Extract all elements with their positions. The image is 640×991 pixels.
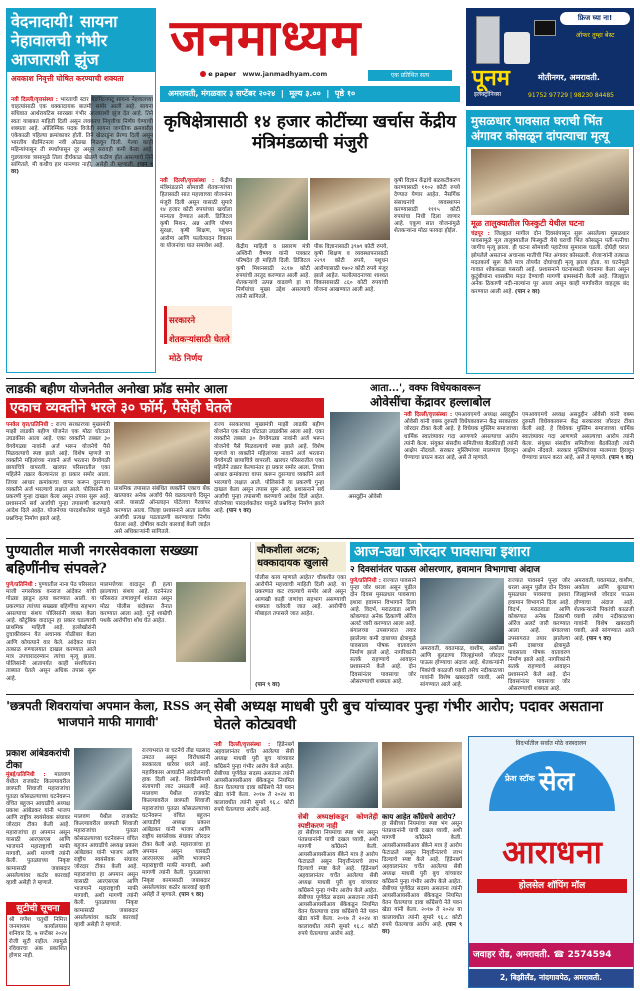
lead-body1: केंद्रीय मंत्रिमंडळाने सोमवारी शेतकऱ्यांच्या हितासाठी सात महत्त्वाच्या योजनांना मंजुरी दिली असून यासाठी सुमारे १४ हजार कोटी रुपयांच्या खर्चाला मान्यता देण्यात आली. डिजिटल कृषी मिशन, अन्न आणि पोषण सुरक्षा, कृषी शिक्षण, पशुधन आरोग्य आणि फलोत्पादन विकास या योजनांचा यात समावेश आहे. — [160, 178, 232, 249]
lead-col-4 — [394, 178, 460, 372]
rain-warning-col-2 — [420, 646, 504, 688]
top-left-continued[interactable]: (पान ९ वर) — [11, 161, 153, 176]
shivaji-story — [6, 698, 210, 988]
ambedkar-sidebox — [6, 748, 70, 898]
rain-warning-body2-cont: अमरावती, यवतमाळ, वाशीम, अकोला आणि बुलडाणा जिल्ह्यांमध्ये जोरदार पाऊस होण्याचा अंदाज आहे. शेतकऱ्यांनी पिकांची काळजी घ्यावी तसेच नदीकाठच्या गावांनी विशेष खबरदारी घ्यावी, असे सांगण्यात आले आहे. — [574, 578, 634, 642]
masthead — [160, 8, 460, 106]
epaper-label — [200, 70, 327, 78]
ad-aradhana-address2: 2, बिझीलँड, नांदगावपेठ, अमरावती. — [469, 969, 633, 987]
lead-col-3 — [314, 244, 388, 372]
rain-wall-continued[interactable]: (पान २ वर) — [514, 288, 540, 295]
top-left-headline[interactable]: वेदनादायी! सायना नेहावालची गंभीर आजाराशी झुंज — [7, 9, 155, 72]
shivaji-dateline: मुंबई/प्रतिनिधी : — [6, 772, 46, 778]
page-count: पृष्ठे १० — [334, 89, 356, 98]
lead-callout — [164, 306, 232, 364]
sebi-col-1 — [214, 742, 294, 986]
ad-poonam-bubble2: ऑफर तुम्हा बेस्ट — [575, 31, 615, 39]
owaisi-body-cont: एमआयएमचे अध्यक्ष असदुद्दीन ओवेसी यांनी वक्फ दुरुस्ती विधेयकावरून केंद्र सरकारवर जोरदार टीका केली आहे. हे विधेयक मुस्लिम समाजाच्या धार्मिक स्वातंत्र्यावर गदा आणणारे असल्याचा आरोप त्यांनी केला. संयुक्त संसदीय समितीच्या बैठकीतही त्यांनी आक्षेप नोंदवले. सरकार मुस्लिमांच्या मालमत्ता हिरावून घेण्याचा प्रयत्न करत आहे, असे ते म्हणाले. — [522, 412, 634, 462]
ad-aradhana-phone: 2574594 — [567, 950, 612, 960]
lead-body3: पीक विज्ञानासाठी ३९७९ कोटी रुपये, कृषी शिक्षण व व्यवस्थापनासाठी २२९१ कोटी रुपये, पशुधन आरोग्यासाठी १७०२ कोटी रुपये मंजूर झाले आहेत. फलोत्पादनाच्या शाश्वत विकासासाठी ८६० कोटी रुपयांची योजना आखण्यात आली आहे. — [314, 244, 388, 294]
ad-aradhana-top: विदर्भातील सर्वात मोठे वस्त्रदालन — [515, 740, 587, 747]
pune-side-body: पोलीस काय म्हणाले आहेत? चौकशीत एका आरोपीने महत्त्वाची माहिती दिली आहे. या प्रकरणात कट रचल्याचे समोर आले असून आणखी काही जणांचा सहभाग असण्याची शक्यता वर्तवली जात आहे. आरोपींचे मोबाइल तपासले जात आहेत. — [255, 575, 346, 618]
epaper-text[interactable]: e paper — [208, 70, 237, 78]
ad-aradhana-sub: होलसेल शॉपिंग मॉल — [477, 879, 627, 893]
phone-icon: ☎ — [553, 950, 565, 960]
tv-icon — [534, 20, 556, 36]
sebi-col-3 — [382, 812, 462, 986]
rain-warning-col-4 — [574, 578, 634, 688]
top-left-body: भारताची स्टार बॅडमिंटनपटू सायना नेहवालच्या चाहत्यांसाठी एक धक्कादायक बातमी समोर आली आहे. सायना संधिवात आर्थरायटिस सारख्या गंभीर आजाराशी झुंज देत आहे. तिने स्वतः याबाबत माहिती दिली असून लवकरच निवृत्तीचा निर्णय घेण्याची शक्यता आहे. ऑलिम्पिक पदक विजेती सायना जागतिक क्रमवारीत एकेकाळी पहिल्या क्रमांकावर होती. तिने खेळाडूंना प्रेरणा दिली असून भारतीय बॅडमिंटनला नवी ओळख मिळवून दिली. गेल्या काही महिन्यांपासून ती स्पर्धांपासून दूर असून सरावही कमी केला आहे. गुडघ्याच्या त्रासामुळे तिला दीर्घकाळ खेळणे कठीण होत असल्याचे तिने सांगितले. मी कधीच हार मानणार नाही, असेही ती म्हणाली. — [11, 97, 153, 168]
ad-poonam-sub: इलेक्ट्रॉनिक्स — [474, 91, 502, 98]
ambedkar-photo — [74, 748, 132, 810]
ladki-kicker[interactable]: लाडकी बहीण योजनेतील अनोखा फ्रॉड समोर आला — [6, 382, 228, 396]
shivaji-body-side: मालवण येथील राजकोट किल्ल्यावरील छत्रपती शिवाजी महाराजांचा पुतळा कोसळल्याच्या घटनेवरून वंचित बहुजन आघाडीचे अध्यक्ष प्रकाश आंबेडकर यांनी भाजप आणि राष्ट्रीय स्वयंसेवक संघावर जोरदार टीका केली आहे. महाराजांचा हा अपमान असून यासाठी आरएसएस आणि भाजपाने महाराष्ट्राची माफी मागावी, अशी मागणी त्यांनी केली. पुतळ्याच्या निकृष्ट कामासाठी जबाबदार असलेल्यांवर कठोर कारवाई व्हावी असेही ते म्हणाले. — [6, 772, 70, 887]
sebi-headline[interactable]: सेबी अध्यक्ष माधबी पुरी बुच यांच्यावर पुन्हा गंभीर आरोप; पदावर असताना घेतले कोट्यवधी — [214, 698, 604, 733]
ladki-story — [6, 382, 324, 534]
rain-wall-body: जिल्ह्यात मागील दोन दिवसांपासून सुरू असलेल्या मुसळधार पावसामुळे मूल तालुक्यातील फिस्कुटी येथे घराची भिंत कोसळून पती-पत्नीचा जागीच मृत्यू झाला. ही घटना सोमवारी पहाटेच्या सुमारास घडली. दोघेही घरात झोपलेले असताना अचानक मातीची भिंत अंगावर कोसळली. शेजाऱ्यांनी तत्काळ मदतकार्य सुरू केले मात्र तोपर्यंत दोघांचाही मृत्यू झाला होता. या घटनेमुळे गावात शोककळा पसरली आहे. प्रशासनाने घटनास्थळी पंचनामा केला असून कुटुंबीयांना शासकीय मदत देण्याची मागणी ग्रामस्थांनी केली आहे. जिल्ह्यात अनेक ठिकाणी नदी-नाल्यांना पूर आला असून काही मार्गांवरील वाहतूक बंद करण्यात आली आहे. — [471, 231, 630, 295]
lead-col-2 — [236, 244, 310, 372]
tagline-badge — [368, 70, 452, 81]
rain-wall-dateline: चंद्रपूर : — [471, 231, 490, 237]
city-date: अमरावती, मंगळवार ३ सप्टेंबर २०२४ — [168, 89, 276, 98]
ladki-col-1 — [6, 422, 110, 532]
sebi-continued[interactable]: (पान ९ वर) — [382, 921, 462, 936]
lead-callout-text: सरकारने शेतकऱ्यांसाठी घेतले मोठे निर्णय — [169, 316, 230, 364]
sebi-body2: हा सेबीच्या नियमांचा स्पष्ट भंग असून पंतप्रधानांनी याची दखल घ्यावी, अशी मागणी काँग्रेसने केली. आयसीआयसीआय बँकेने मात्र हे आरोप फेटाळले असून निवृत्तीनंतरचे लाभ दिल्याचे स्पष्ट केले आहे. — [298, 830, 378, 873]
rain-warning-headline[interactable]: आज-उद्या जोरदार पावसाचा इशारा — [350, 542, 634, 562]
lead-body2: केंद्रीय माहिती व प्रसारण मंत्री अश्विनी वैष्णव यांनी पत्रकार परिषदेत ही माहिती दिली. डिजिटल कृषी मिशनसाठी २८१७ कोटी रुपयांची तरतूद करण्यात आली आहे. शेतकऱ्यांचे उत्पन्न वाढवणे हा या निर्णयांचा मुख्य उद्देश असल्याचे त्यांनी सांगितले. — [236, 244, 310, 301]
shivaji-body-cont: मालवण येथील राजकोट किल्ल्यावरील छत्रपती शिवाजी महाराजांचा पुतळा कोसळल्याच्या घटनेवरून वंचित बहुजन आघाडीचे अध्यक्ष प्रकाश आंबेडकर यांनी भाजप आणि राष्ट्रीय स्वयंसेवक संघावर जोरदार टीका केली आहे. महाराजांचा हा अपमान असून यासाठी आरएसएस आणि भाजपाने महाराष्ट्राची माफी मागावी, अशी मागणी त्यांनी केली. पुतळ्याच्या निकृष्ट कामासाठी जबाबदार असलेल्यांवर कठोर कारवाई व्हावी असेही ते म्हणाले. — [142, 791, 210, 899]
sebi-body-cont2: हिंडेनबर्ग अहवालानंतर चर्चेत आलेल्या सेबी अध्यक्ष माधबी पुरी बुच यांच्यावर काँग्रेसने पुन्हा गंभीर आरोप केले आहेत. सेबीच्या पूर्णवेळ सदस्य असताना त्यांनी आयसीआयसीआय बँकेकडून नियमित वेतन घेतल्याचा दावा काँग्रेसचे नेते पवन खेडा यांनी केला. २०१७ ते २०२४ या कालावधीत त्यांनी सुमारे १६.८ कोटी रुपये घेतल्याचा आरोप आहे. — [382, 857, 462, 928]
holiday-notice — [6, 902, 70, 986]
pune-body: पुण्यातील नाना पेठ परिसरात माजी नगरसेवक वनराज आंदेकर यांची गोळ्या झाडून हत्या करण्यात आली. या प्रकरणात त्यांच्या सख्ख्या बहिणींचा सहभाग असल्याचा संशय पोलिसांनी व्यक्त केला आहे. कौटुंबिक वादातून हा प्रकार घडल्याची प्राथमिक माहिती आहे. हल्लेखोरांनी दुचाकीवरून येत अचानक गोळीबार केला आणि कोयत्याने वार केले. आंदेकर यांना तत्काळ रुग्णालयात दाखल करण्यात आले मात्र उपचारादरम्यान त्यांचा मृत्यू झाला. पोलिसांनी आतापर्यंत काही संशयितांना ताब्यात घेतले असून अधिक तपास सुरू आहे. — [6, 582, 97, 682]
website[interactable]: www.janmadhyam.com — [242, 70, 328, 78]
shivaji-headline[interactable]: 'छत्रपती शिवरायांचा अपमान केला, RSS अन् भाजपाने माफी मागावी' — [6, 699, 210, 729]
divider-3 — [6, 694, 634, 695]
pune-continued[interactable]: (पान ९ वर) — [255, 682, 281, 688]
tagline: एक प्रतिथित सत्य — [390, 72, 430, 79]
sebi-body: हिंडेनबर्ग अहवालानंतर चर्चेत आलेल्या सेबी अध्यक्ष माधबी पुरी बुच यांच्यावर काँग्रेसने पुन्हा गंभीर आरोप केले आहेत. सेबीच्या पूर्णवेळ सदस्य असताना त्यांनी आयसीआयसीआय बँकेकडून नियमित वेतन घेतल्याचा दावा काँग्रेसचे नेते पवन खेडा यांनी केला. २०१७ ते २०२४ या कालावधीत त्यांनी सुमारे १६.८ कोटी रुपये घेतल्याचा आरोप आहे. — [214, 742, 294, 813]
ladki-continued[interactable]: (पान ९ वर) — [226, 508, 252, 515]
lead-dateline: नवी दिल्ली/वृत्तसंस्था : — [160, 178, 215, 184]
pune-col-1 — [6, 582, 96, 688]
price: मूल्य ३.०० — [289, 89, 321, 98]
pune-sidebox — [250, 542, 346, 690]
ad-aradhana-address: जवाहर रोड, अमरावती. — [473, 950, 551, 960]
owaisi-col-1 — [404, 412, 518, 532]
masthead-title[interactable]: जनमाध्यम — [170, 8, 362, 67]
pune-col-2 — [100, 582, 172, 688]
pune-side-headline[interactable]: चौकशीला अटक; धक्कादायक खुलासे — [255, 542, 346, 572]
ad-poonam-brand: पूनम — [472, 65, 510, 91]
washer-icon — [504, 32, 530, 64]
shivaji-side-body — [6, 772, 70, 890]
rain-wall-caption: मूळ तालुक्यातील फिस्कुटी येथील घटना — [471, 218, 585, 228]
ladki-photo — [114, 422, 210, 484]
pune-dateline: पुणे/प्रतिनिधी : — [6, 582, 37, 588]
modi-photo — [236, 178, 308, 240]
lead-headline[interactable]: कृषिक्षेत्रासाठी १४ हजार कोटींच्या खर्चास केंद्रीय मंत्रिमंडळाची मंजुरी — [163, 112, 457, 153]
shivaji-col-3 — [142, 748, 210, 986]
rain-warning-body-cont: राज्यात पावसाने पुन्हा जोर धरला असून पुढील दोन दिवस मुसळधार पावसाचा इशारा हवामान विभागाने दिला आहे. विदर्भ, मराठवाडा आणि कोकणात अनेक ठिकाणी ऑरेंज अलर्ट जारी करण्यात आला आहे. बंगालच्या उपसागरात तयार झालेल्या कमी दाबाच्या क्षेत्रामुळे पावसाला पोषक वातावरण निर्माण झाले आहे. नागरिकांनी सतर्क राहण्याचे आवाहन प्रशासनाने केले आहे. दोन दिवसांनंतर पावसाचा जोर ओसरण्याची शक्यता आहे. — [508, 578, 570, 693]
ad-poonam-area: मोतीनगर, अमरावती. — [538, 73, 600, 82]
ladki-col-2 — [114, 486, 210, 536]
owaisi-story — [330, 382, 634, 534]
sebi-body2-cont: हा सेबीच्या नियमांचा स्पष्ट भंग असून पंतप्रधानांनी याची दखल घ्यावी, अशी मागणी काँग्रेसने केली. आयसीआयसीआय बँकेने मात्र हे आरोप फेटाळले असून निवृत्तीनंतरचे लाभ दिल्याचे स्पष्ट केले आहे. — [382, 821, 462, 864]
owaisi-headline[interactable]: ओवेसींचा केंद्रावर हल्लाबोल — [370, 395, 491, 409]
notice-body: श्री गणेश चतुर्थी निमित्त जनमाध्यम कार्यालयास शनिवार दि. ७ सप्टेंबर २०२४ रोजी सुटी राहील. त्यामुळे रविवारचा अंक प्रकाशित होणार नाही. — [9, 917, 67, 960]
rain-warning-body: राज्यात पावसाने पुन्हा जोर धरला असून पुढील दोन दिवस मुसळधार पावसाचा इशारा हवामान विभागाने दिला आहे. विदर्भ, मराठवाडा आणि कोकणात अनेक ठिकाणी ऑरेंज अलर्ट जारी करण्यात आला आहे. बंगालच्या उपसागरात तयार झालेल्या कमी दाबाच्या क्षेत्रामुळे पावसाला पोषक वातावरण निर्माण झाले आहे. नागरिकांनी सतर्क राहण्याचे आवाहन प्रशासनाने केले आहे. दोन दिवसांनंतर पावसाचा जोर ओसरण्याची शक्यता आहे. — [350, 578, 417, 685]
owaisi-photo — [330, 412, 400, 490]
sebi-dateline: नवी दिल्ली/वृत्तसंस्था : — [214, 742, 271, 748]
pune-body2: मालमत्तेच्या वादातून ही हत्या झाल्याचा संशय आहे. घटनेनंतर परिसरात तणावपूर्ण शांतता असून मोठा पोलीस बंदोबस्त तैनात करण्यात आला आहे. गुन्हे शाखेची पथके आरोपींचा शोध घेत आहेत. — [100, 582, 172, 625]
sebi-logo-photo — [298, 742, 378, 808]
shivaji-body: मालवण येथील राजकोट किल्ल्यावरील छत्रपती शिवाजी महाराजांचा पुतळा कोसळल्याच्या घटनेवरून वंचित बहुजन आघाडीचे अध्यक्ष प्रकाश आंबेडकर यांनी भाजप आणि राष्ट्रीय स्वयंसेवक संघावर जोरदार टीका केली आहे. महाराजांचा हा अपमान असून यासाठी आरएसएस आणि भाजपाने महाराष्ट्राची माफी मागावी, अशी मागणी त्यांनी केली. पुतळ्याच्या निकृष्ट कामासाठी जबाबदार असलेल्यांवर कठोर कारवाई व्हावी असेही ते म्हणाले. — [74, 814, 138, 929]
ad-poonam[interactable] — [466, 8, 634, 106]
ad-aradhana[interactable] — [468, 736, 634, 988]
rain-warning-dateline: पुणे/प्रतिनिधी : — [350, 578, 381, 584]
lead-col-1 — [160, 178, 232, 302]
rain-warning-col-1 — [350, 578, 416, 688]
pune-story — [6, 542, 346, 690]
sebi-box-title: सेबी अध्यक्षांकडून कोणतेही स्पष्टीकरण नाही — [298, 812, 378, 830]
rain-warning-subhead: २ दिवसांनंतर पाऊस ओसरणार, हवामान विभागाचा अंदाज — [350, 565, 540, 575]
epaper-icon — [200, 71, 206, 77]
notice-title: सुटीची सूचना — [7, 903, 69, 915]
shivaji-col-2 — [74, 814, 138, 986]
ladki-headline[interactable]: एकाच व्यक्तीने भरले ३० फॉर्म, पैसेही घेतले — [6, 398, 324, 418]
ad-aradhana-fresh: फ्रेश स्टॉक — [505, 773, 535, 783]
shivaji-continued[interactable]: (पान ९ वर) — [178, 892, 204, 899]
ad-aradhana-address-bar — [469, 943, 633, 967]
top-left-dateline: नवी दिल्ली/वृत्तसंस्था : — [11, 97, 58, 103]
owaisi-body: एमआयएमचे अध्यक्ष असदुद्दीन ओवेसी यांनी वक्फ दुरुस्ती विधेयकावरून केंद्र सरकारवर जोरदार टीका केली आहे. हे विधेयक मुस्लिम समाजाच्या धार्मिक स्वातंत्र्यावर गदा आणणारे असल्याचा आरोप त्यांनी केला. संयुक्त संसदीय समितीच्या बैठकीतही त्यांनी आक्षेप नोंदवले. सरकार मुस्लिमांच्या मालमत्ता हिरावून घेण्याचा प्रयत्न करत आहे, असे ते म्हणाले. — [404, 412, 518, 462]
sebi-col-2 — [298, 812, 378, 986]
rain-wall-photo — [471, 149, 629, 215]
owaisi-kicker[interactable]: आता...', वक्फ विधेयकावरून — [370, 383, 481, 394]
rain-wall-story — [466, 110, 634, 374]
shivaji-side-title[interactable]: प्रकाश आंबेडकरांची टीका — [6, 749, 70, 771]
rain-warning-col-3 — [508, 578, 570, 693]
fridge-icon — [476, 16, 500, 64]
shivaji-body2: राज्यभरात या घटनेचे तीव्र पडसाद उमटत असून विरोधकांनी सरकारला धारेवर धरले आहे. महाविकास आघाडीने आंदोलनाची हाक दिली आहे. शिवप्रेमींमध्ये संतापाची लाट उसळली आहे. — [142, 748, 210, 791]
buch-photo — [382, 742, 462, 808]
top-left-story — [6, 8, 156, 373]
owaisi-dateline: नवी दिल्ली/वृत्तसंस्था : — [404, 412, 453, 418]
rain-wall-body-wrap — [467, 230, 633, 360]
divider-1 — [6, 378, 634, 379]
top-left-subhead: अवकाश निवृत्ती घोषित करण्याची शक्यता — [11, 74, 124, 83]
ad-aradhana-brand: आराधना — [502, 833, 602, 871]
rain-warning-continued[interactable]: (पान ९ वर) — [586, 635, 612, 642]
rain-warning-body2: अमरावती, यवतमाळ, वाशीम, अकोला आणि बुलडाणा जिल्ह्यांमध्ये जोरदार पाऊस होण्याचा अंदाज आहे. शेतकऱ्यांनी पिकांची काळजी घ्यावी तसेच नदीकाठच्या गावांनी विशेष खबरदारी घ्यावी, असे सांगण्यात आले आहे. — [420, 646, 504, 689]
ladki-body2: प्राथमिक तपासात संबंधित व्यक्तीने एकाच बँक खात्यावर अनेक अर्जांचे पैसे वळवल्याचे दिसून आले. यासाठी ऑनलाइन पोर्टलचा गैरवापर करण्यात आला. जिल्हा प्रशासनाने आता प्रत्येक अर्जाची प्रत्यक्ष पडताळणी करण्याचा निर्णय घेतला आहे. दोषींवर कठोर कारवाई केली जाईल असे अधिकाऱ्यांनी सांगितले. — [114, 486, 210, 536]
rain-warning-story — [350, 542, 634, 693]
pune-photo — [176, 582, 246, 662]
ad-poonam-bubble1: फ्रिज घ्या ना! — [560, 12, 630, 25]
lead-story — [160, 110, 460, 374]
lead-body4: कृषी विज्ञान केंद्रांचे बळकटीकरण करण्यासाठी ११०२ कोटी रुपये देण्यात येणार आहेत. नैसर्गिक संसाधनांचे व्यवस्थापन करण्यासाठी १११५ कोटी रुपयांचा निधी दिला जाणार आहे. एकूण सात योजनांमुळे शेतकऱ्यांना मोठा फायदा होईल. — [394, 178, 460, 235]
ladki-col-3 — [214, 422, 324, 532]
sebi-caption: काय आहेत काँग्रेसचे आरोप? — [382, 812, 456, 821]
owaisi-caption: असदुद्दीन ओवेसी — [348, 494, 382, 500]
separator-2: | — [323, 89, 333, 98]
sebi-body-cont: हिंडेनबर्ग अहवालानंतर चर्चेत आलेल्या सेबी अध्यक्ष माधबी पुरी बुच यांच्यावर काँग्रेसने पुन्हा गंभीर आरोप केले आहेत. सेबीच्या पूर्णवेळ सदस्य असताना त्यांनी आयसीआयसीआय बँकेकडून नियमित वेतन घेतल्याचा दावा काँग्रेसचे नेते पवन खेडा यांनी केला. २०१७ ते २०२४ या कालावधीत त्यांनी सुमारे १६.८ कोटी रुपये घेतल्याचा आरोप आहे. — [298, 866, 378, 937]
top-left-body-wrap — [11, 97, 153, 369]
separator-1: | — [278, 89, 287, 98]
ladki-body: राज्य सरकारच्या मुख्यमंत्री माझी लाडकी बहीण योजनेत एक मोठा घोटाळा उघडकीस आला आहे. एका व्यक्तीने तब्बल ३० वेगवेगळ्या नावांनी अर्ज भरून योजनेचे पैसे मिळवल्याचे स्पष्ट झाले आहे. विशेष म्हणजे या व्यक्तीने महिलांच्या नावाने अर्ज भरताना वेगवेगळी छायाचित्रे वापरली. खारघर परिसरातील एका महिलेने तक्रार केल्यानंतर हा प्रकार समोर आला. तिच्या आधार क्रमांकाचा वापर करून दुसऱ्याच व्यक्तीने अर्ज भरल्याचे लक्षात आले. पोलिसांनी या प्रकरणी गुन्हा दाखल केला असून तपास सुरू आहे. प्रशासनाने सर्व अर्जांची पुन्हा तपासणी करण्याचे आदेश दिले आहेत. योजनेच्या पारदर्शकतेवर यामुळे प्रश्नचिन्ह निर्माण झाले आहे. — [6, 422, 110, 522]
farm-photo — [310, 178, 390, 240]
ladki-body2-cont: राज्य सरकारच्या मुख्यमंत्री माझी लाडकी बहीण योजनेत एक मोठा घोटाळा उघडकीस आला आहे. एका व्यक्तीने तब्बल ३० वेगवेगळ्या नावांनी अर्ज भरून योजनेचे पैसे मिळवल्याचे स्पष्ट झाले आहे. विशेष म्हणजे या व्यक्तीने महिलांच्या नावाने अर्ज भरताना वेगवेगळी छायाचित्रे वापरली. खारघर परिसरातील एका महिलेने तक्रार केल्यानंतर हा प्रकार समोर आला. तिच्या आधार क्रमांकाचा वापर करून दुसऱ्याच व्यक्तीने अर्ज भरल्याचे लक्षात आले. पोलिसांनी या प्रकरणी गुन्हा दाखल केला असून तपास सुरू आहे. प्रशासनाने सर्व अर्जांची पुन्हा तपासणी करण्याचे आदेश दिले आहेत. योजनेच्या पारदर्शकतेवर यामुळे प्रश्नचिन्ह निर्माण झाले आहे. — [214, 422, 324, 515]
divider-2 — [6, 538, 634, 539]
pune-headline[interactable]: पुण्यातील माजी नगरसेवकाला सख्ख्या बहिणींनीच संपवले? — [6, 543, 198, 577]
rain-warning-photo — [420, 578, 504, 644]
ad-aradhana-sale: सेल — [539, 767, 575, 797]
ladki-dateline: पनवेल वृत्त/प्रतिनिधी : — [6, 422, 54, 428]
owaisi-col-2 — [522, 412, 634, 532]
owaisi-continued[interactable]: (पान ९ वर) — [608, 455, 634, 462]
ad-poonam-phone: 91752 97729 | 98230 84485 — [528, 92, 614, 99]
dateline-bar — [160, 86, 460, 102]
rain-wall-headline[interactable]: मुसळधार पावसात घराची भिंत अंगावर कोसळून दांपत्याचा मृत्यू — [467, 111, 633, 147]
